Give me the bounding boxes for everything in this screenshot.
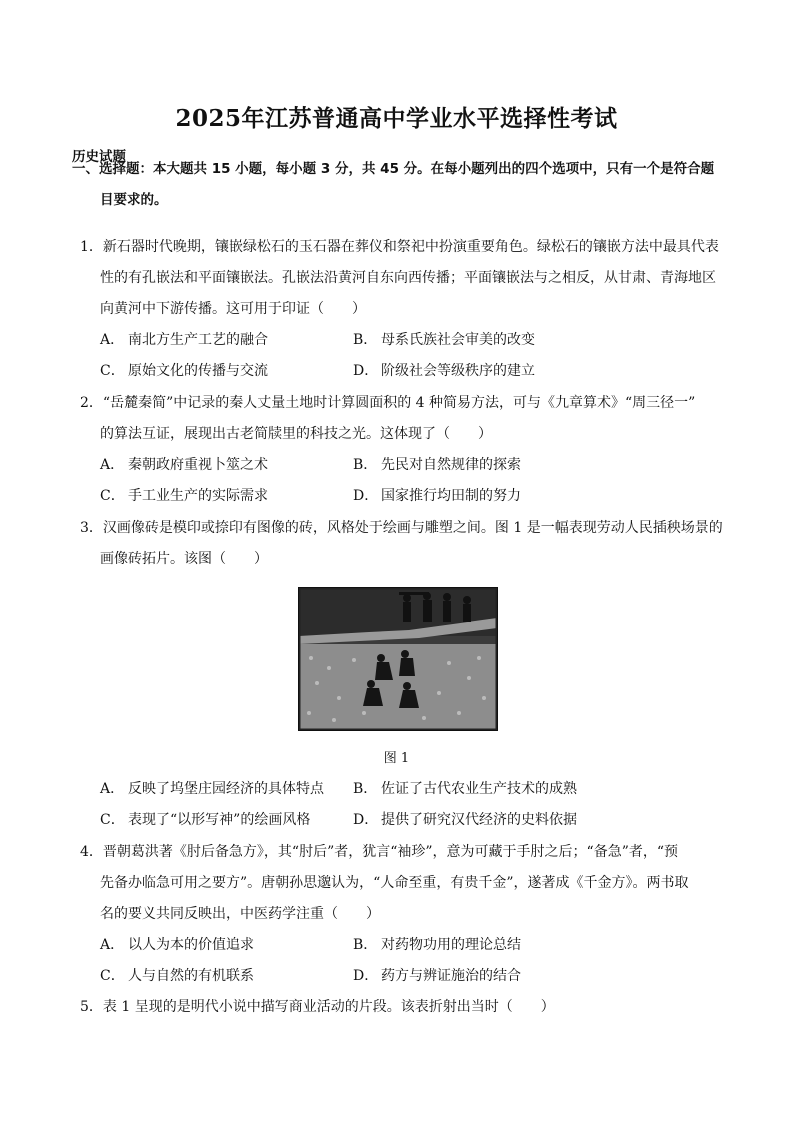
figure-1-rubbing-image <box>298 587 498 731</box>
question-text-line: 5．表 1 呈现的是明代小说中描写商业活动的片段。该表折射出当时（ ） <box>80 999 555 1015</box>
option-text: 表现了“以形写神”的绘画风格 <box>128 812 311 828</box>
option-text: 国家推行均田制的努力 <box>381 488 521 504</box>
option-text: 反映了坞堡庄园经济的具体特点 <box>128 781 324 797</box>
option-text: 手工业生产的实际需求 <box>128 488 268 504</box>
option-letter: B． <box>353 781 378 797</box>
option-text: 母系氏族社会审美的改变 <box>381 332 535 348</box>
option-d[interactable] <box>353 361 535 381</box>
section-instruction-line: 目要求的。 <box>100 192 168 208</box>
option-text: 秦朝政府重视卜筮之术 <box>128 457 268 473</box>
option-letter: C． <box>100 968 125 984</box>
question-text-line: 画像砖拓片。该图（ ） <box>100 551 268 567</box>
question-text-line: 4．晋朝葛洪著《肘后备急方》，其“肘后”者，犹言“袖珍”，意为可藏于手肘之后；“备急”者，“预 <box>80 844 679 860</box>
question-text-line: 2．“岳麓秦简”中记录的秦人丈量土地时计算圆面积的 4 种简易方法，可与《九章算术》“周三径一” <box>80 395 696 411</box>
question-text-line: 名的要义共同反映出，中医药学注重（ ） <box>100 906 380 922</box>
option-text: 药方与辨证施治的结合 <box>381 968 521 984</box>
option-letter: B． <box>353 937 378 953</box>
option-a[interactable] <box>100 455 268 475</box>
option-a[interactable] <box>100 935 254 955</box>
section-instruction-line: 一、选择题：本大题共 15 小题，每小题 3 分，共 45 分。在每小题列出的四个选项中，只有一个是符合题 <box>72 161 715 177</box>
option-c[interactable] <box>100 361 268 381</box>
option-text: 先民对自然规律的探索 <box>381 457 521 473</box>
option-a[interactable] <box>100 779 324 799</box>
option-letter: A． <box>100 332 125 348</box>
option-letter: D． <box>353 363 379 379</box>
option-d[interactable] <box>353 966 521 986</box>
question-text-line: 1．新石器时代晚期，镶嵌绿松石的玉石器在葬仪和祭祀中扮演重要角色。绿松石的镶嵌方法中最具代表 <box>80 239 719 255</box>
option-letter: B． <box>353 332 378 348</box>
option-text: 南北方生产工艺的融合 <box>128 332 268 348</box>
figure-caption: 图 1 <box>383 751 410 766</box>
option-letter: D． <box>353 812 379 828</box>
question-text-line: 向黄河中下游传播。这可用于印证（ ） <box>100 301 366 317</box>
subject-heading: 历史试题 <box>72 149 126 165</box>
option-b[interactable] <box>353 455 521 475</box>
option-b[interactable] <box>353 779 577 799</box>
option-c[interactable] <box>100 810 310 830</box>
option-a[interactable] <box>100 330 268 350</box>
option-text: 阶级社会等级秩序的建立 <box>381 363 535 379</box>
option-letter: D． <box>353 488 379 504</box>
option-letter: A． <box>100 781 125 797</box>
option-letter: A． <box>100 937 125 953</box>
option-text: 提供了研究汉代经济的史料依据 <box>381 812 577 828</box>
option-text: 以人为本的价值追求 <box>128 937 254 953</box>
option-text: 原始文化的传播与交流 <box>128 363 268 379</box>
option-b[interactable] <box>353 935 521 955</box>
option-d[interactable] <box>353 810 577 830</box>
option-letter: B． <box>353 457 378 473</box>
option-b[interactable] <box>353 330 535 350</box>
option-letter: C． <box>100 363 125 379</box>
question-text-line: 先备办临急可用之要方”。唐朝孙思邈认为，“人命至重，有贵千金”，遂著成《千金方》。两书取 <box>100 875 689 891</box>
question-text-line: 性的有孔嵌法和平面镶嵌法。孔嵌法沿黄河自东向西传播；平面镶嵌法与之相反，从甘肃、青海地区 <box>100 270 716 286</box>
option-text: 对药物功用的理论总结 <box>381 937 521 953</box>
option-letter: C． <box>100 488 125 504</box>
option-d[interactable] <box>353 486 521 506</box>
option-c[interactable] <box>100 966 254 986</box>
question-text-line: 的算法互证，展现出古老简牍里的科技之光。这体现了（ ） <box>100 426 492 442</box>
rubbing-illustration <box>299 588 497 730</box>
option-c[interactable] <box>100 486 268 506</box>
section-instruction <box>72 154 732 216</box>
exam-title: 2025年江苏普通高中学业水平选择性考试 <box>175 105 618 132</box>
option-letter: D． <box>353 968 379 984</box>
option-letter: C． <box>100 812 125 828</box>
option-text: 佐证了古代农业生产技术的成熟 <box>381 781 577 797</box>
question-text-line: 3．汉画像砖是模印或捺印有图像的砖，风格处于绘画与雕塑之间。图 1 是一幅表现劳动人民插秧场景的 <box>80 520 723 536</box>
option-text: 人与自然的有机联系 <box>128 968 254 984</box>
option-letter: A． <box>100 457 125 473</box>
